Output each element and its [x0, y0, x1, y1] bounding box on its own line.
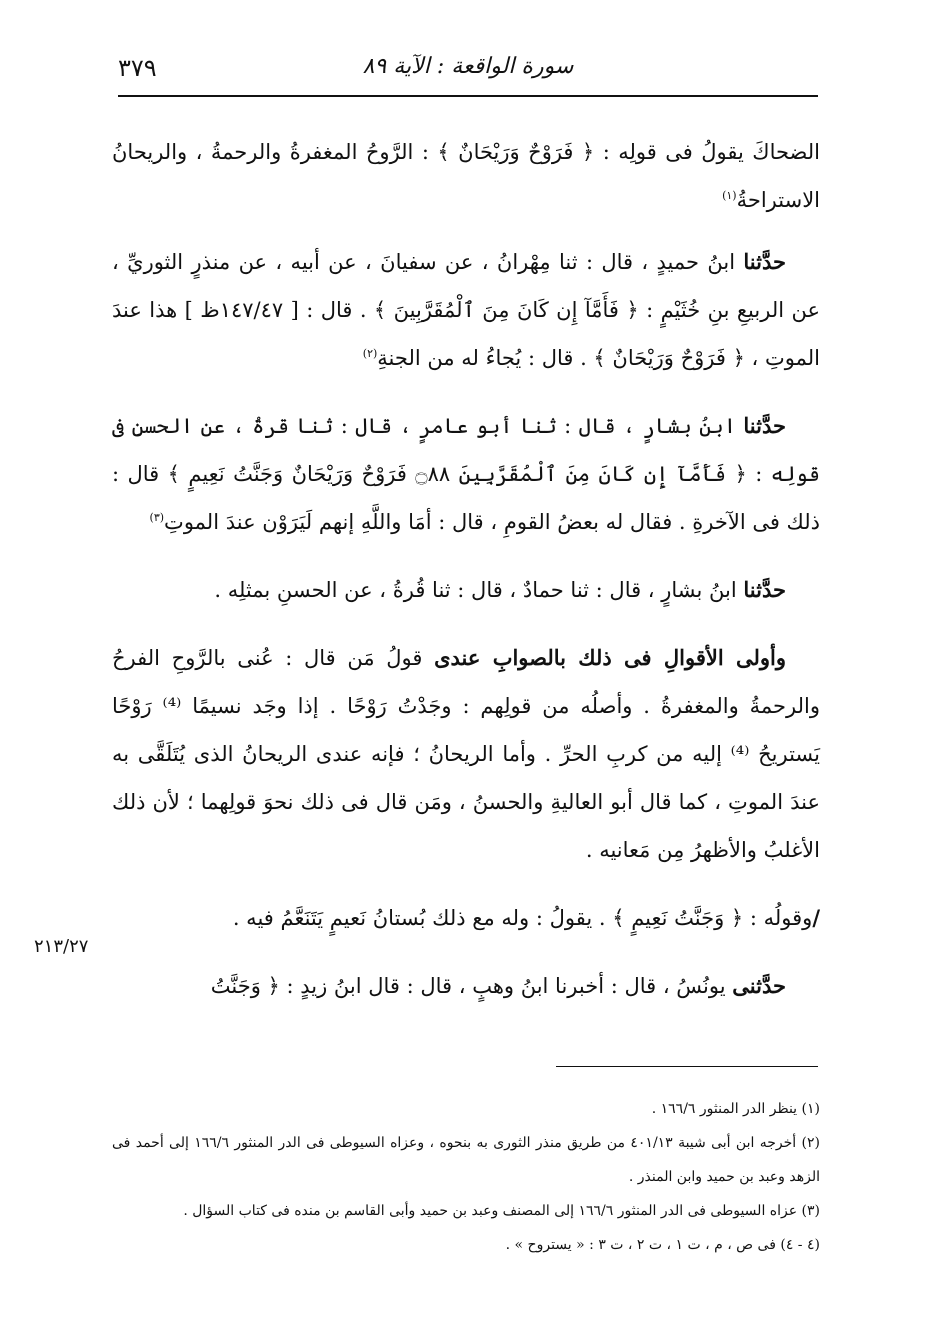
footnote-rule — [556, 1066, 818, 1067]
paragraph-lead: / — [812, 905, 820, 930]
paragraph-text: الضحاكَ يقولُ فى قولِه : ﴿ فَرَوْحٌ وَرَيْحَانٌ ﴾ : الرَّوحُ المغفرةُ والرحمةُ ، والريحانُ الاستراحةُ — [112, 140, 820, 212]
paragraph-text: وقولُه : ﴿ وَجَنَّتُ نَعِيمٍ ﴾ . يقولُ : وله مع ذلك بُستانُ نَعيمٍ يَتَنَعَّمُ فيه . — [232, 906, 813, 930]
page-number: ٣٧٩ — [118, 54, 157, 82]
paragraph-3 — [112, 402, 820, 546]
paragraph-5 — [112, 634, 820, 874]
paragraph-text: ابنُ بشارٍ ، قال : ثنا حمادٌ ، قال : ثنا قُرةُ ، عن الحسنِ بمثلِه . — [214, 578, 737, 602]
running-title: سورة الواقعة : الآية ٨٩ — [362, 54, 574, 79]
page-header — [118, 50, 818, 92]
footnotes — [112, 1092, 820, 1262]
footnote-marker: (٣) — [149, 511, 165, 524]
footnote-marker: (١) — [722, 189, 737, 202]
main-text — [112, 128, 820, 1030]
paragraph-6 — [112, 894, 820, 942]
footnote-3: (٣) عزاه السيوطى فى الدر المنثور ١٦٦/٦ إلى المصنف وعبد بن حميد وأبى القاسم بن منده فى كتاب السؤال . — [183, 1203, 820, 1219]
header-rule — [118, 95, 818, 97]
footnote-4: (٤ - ٤) فى ص ، م ، ت ١ ، ت ٢ ، ت ٣ : « يستروح » . — [505, 1237, 820, 1253]
footnote-2: (٢) أخرجه ابن أبى شيبة ٤٠١/١٣ من طريق منذر الثورى به بنحوه ، وعزاه السيوطى فى الدر المنثور ١٦٦/٦ إلى أحمد فى الزهد وعبد بن حميد وابن المنذر . — [112, 1135, 820, 1185]
paragraph-lead: حدَّثنى — [732, 973, 786, 998]
paragraph-4 — [112, 566, 820, 614]
paragraph-lead: حدَّثنا — [743, 413, 786, 438]
footnote-1: (١) ينظر الدر المنثور ١٦٦/٦ . — [651, 1101, 820, 1117]
margin-reference: ٢١٣/٢٧ — [34, 936, 89, 957]
paragraph-text: ابنُ حميدٍ ، قال : ثنا مِهْرانُ ، عن سفيانَ ، عن أبيه ، عن منذرٍ الثوريِّ ، عن الربيعِ بنِ خُثَيْمٍ : ﴿ فَأَمَّآ إِن كَانَ مِنَ ٱلْمُقَرَّبِينَ ﴾ . قال : [ ١٤٧/٤٧ظ ] هذا عندَ الموتِ ، ﴿ فَرَوْحٌ وَرَيْحَانٌ ﴾ . قال : يُجاءُ له من الجنةِ — [112, 250, 820, 370]
paragraph-lead: حدَّثنا — [743, 577, 786, 602]
paragraph-text: ابنُ بشارٍ ، قال : ثنا أبو عامرٍ ، قال : ثنا قرةُ ، عن الحسنِ فى قولِه : ﴿ فَأَمَّآ إِن كَانَ مِنَ ٱلْمُقَرَّبِينَ ۝٨٨ فَرَوْحٌ وَرَيْحَانٌ وَجَنَّتُ نَعِيمٍ ﴾ قال : ذلك فى الآخرةِ . فقال له بعضُ القومِ ، قال : أمَا واللَّهِ إنهم لَيَرَوْن عندَ الموتِ — [112, 414, 821, 534]
paragraph-7 — [112, 962, 820, 1010]
paragraph-1 — [112, 128, 820, 224]
paragraph-text: قولُ مَن قال : عُنى بالرَّوحِ الفرحُ والرحمةُ والمغفرةُ . وأصلُه من قولِهم : وجَدْتُ رَوْحًا . إذا وجَد نسيمًا ⁽⁴⁾ رَوْحًا يَستريحُ ⁽⁴⁾ إليه من كربِ الحرِّ . وأما الريحانُ ؛ فإنه عندى الريحانُ الذى يُتَلَقَّى به عندَ الموتِ ، كما قال أبو العاليةِ والحسنُ ، ومَن قال فى ذلك نحوَ قولِهما ؛ لأن ذلك الأغلبُ والأظهرُ مِن مَعانيه . — [112, 646, 820, 862]
paragraph-text: يونُسُ ، قال : أخبرنا ابنُ وهبٍ ، قال : قال ابنُ زيدٍ : ﴿ وَجَنَّتُ — [210, 974, 726, 998]
footnote-marker: (٢) — [362, 347, 378, 360]
paragraph-lead: وأولى الأقوالِ فى ذلك بالصوابِ عندى — [434, 645, 786, 670]
paragraph-2 — [112, 238, 820, 382]
paragraph-lead: حدَّثنا — [743, 249, 786, 274]
